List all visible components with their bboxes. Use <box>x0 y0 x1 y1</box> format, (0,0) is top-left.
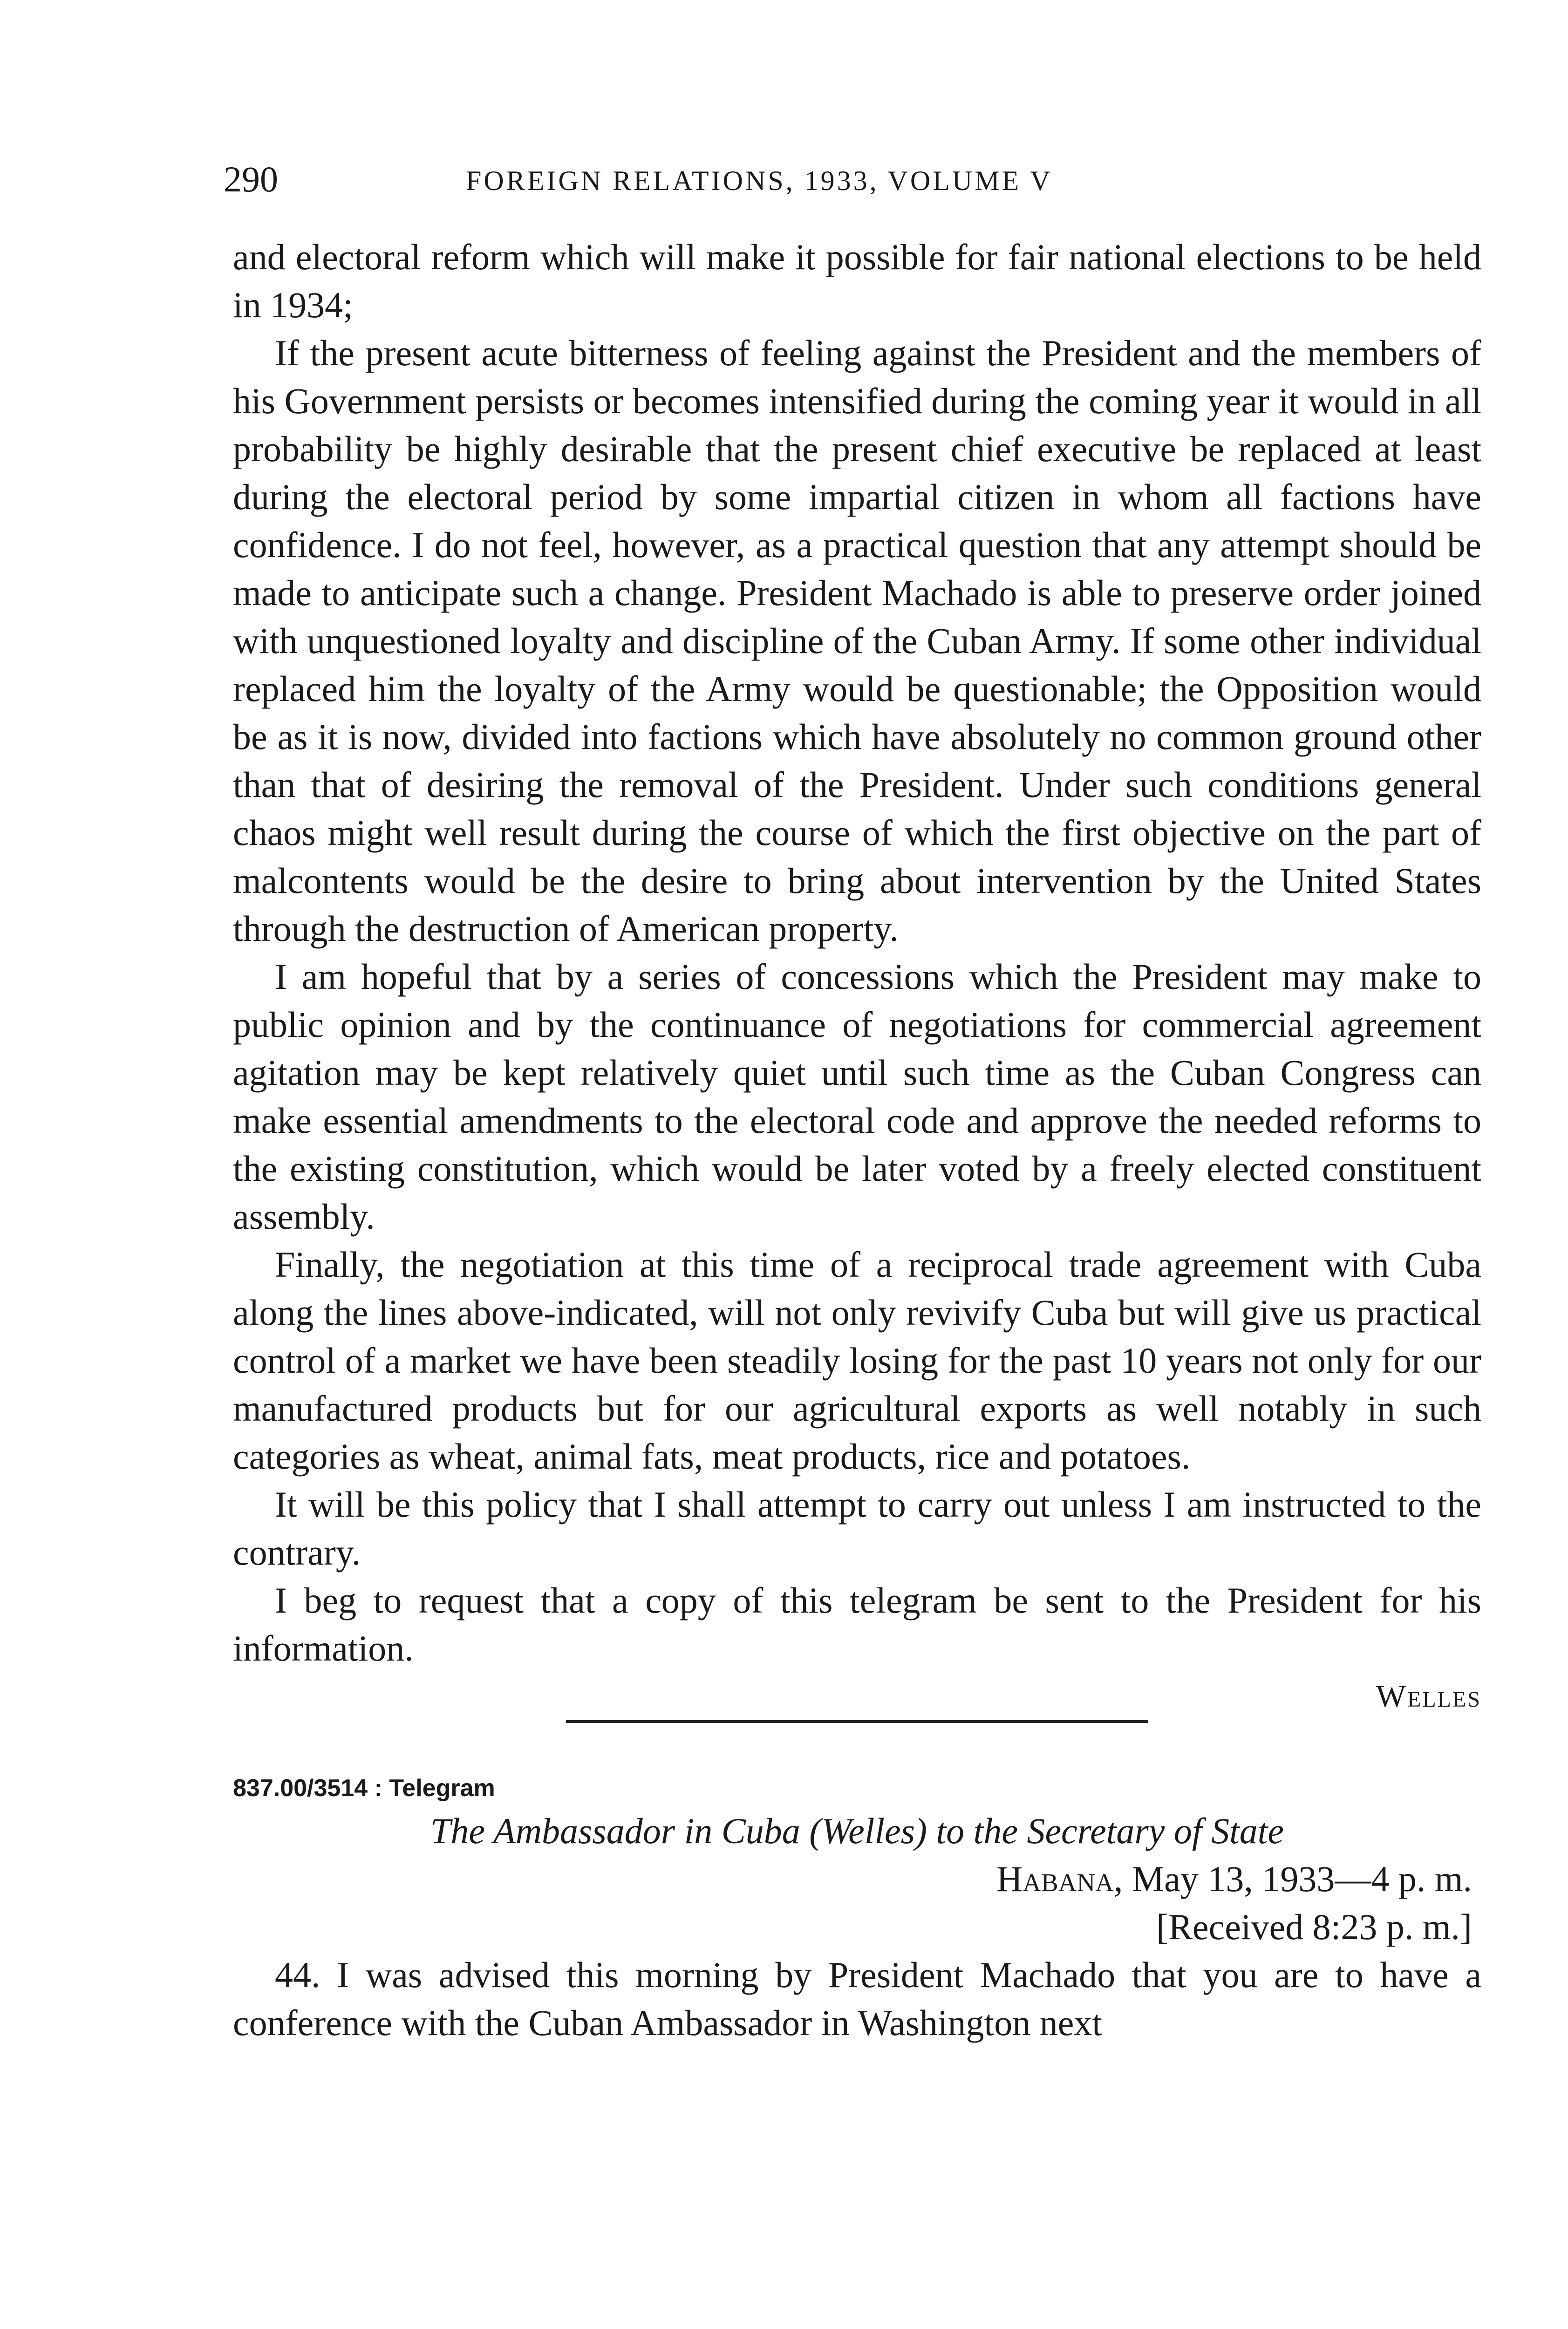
dateline-date: , May 13, 1933—4 p. m. <box>1113 1859 1472 1899</box>
document-reference: 837.00/3514 : Telegram <box>233 1775 495 1802</box>
telegram-text: 44. I was advised this morning by President Machado that you are to have a conference with the Cuban Ambassador in Washington next <box>233 1954 1481 2043</box>
page-header <box>224 158 1481 200</box>
running-title: FOREIGN RELATIONS, 1933, VOLUME V <box>466 165 1053 196</box>
paragraph-concessions: I am hopeful that by a series of concessions which the President may make to public opinion and by the continuance of negotiations for commercial agreement agitation may be kept relatively quiet until such time as the Cuban Congress can make essential amendments to the electoral code and approve the needed reforms to the existing constitution, which would be later voted by a freely elected constituent assembly. <box>233 956 1481 1237</box>
paragraph-request: I beg to request that a copy of this telegram be sent to the President for his information. <box>233 1580 1481 1668</box>
dateline-place: Habana <box>996 1859 1114 1899</box>
paragraph-continuation: and electoral reform which will make it possible for fair national elections to be held in 1934; <box>233 237 1481 325</box>
document-title: The Ambassador in Cuba (Welles) to the Secretary of State <box>430 1811 1284 1851</box>
section-divider <box>566 1720 1148 1723</box>
paragraph-bitterness: If the present acute bitterness of feeling against the President and the members of his Government persists or becomes intensified during the coming year it would in all probability be highly desirable that the present chief executive be replaced at least during the electoral period by some impartial citizen in whom all factions have confidence. I do not feel, however, as a practical question that any attempt should be made to anticipate such a change. President Machado is able to preserve order joined with unquestioned loyalty and discipline of the Cuban Army. If some other individual replaced him the loyalty of the Army would be questionable; the Opposition would be as it is now, divided into factions which have absolutely no common ground other than that of desiring the removal of the President. Under such conditions general chaos might well result during the course of which the first objective on the part of malcontents would be the desire to bring about intervention by the United States through the destruction of American property. <box>233 333 1481 949</box>
signature: Welles <box>1376 1678 1481 1714</box>
paragraph-trade-agreement: Finally, the negotiation at this time of a reciprocal trade agreement with Cuba along the lines above-indicated, will not only revivify Cuba but will give us practical control of a market we have been steadily losing for the past 10 years not only for our manufactured products but for our agricultural exports as well notably in such categories as wheat, animal fats, meat products, rice and potatoes. <box>233 1244 1481 1477</box>
paragraph-policy: It will be this policy that I shall attempt to carry out unless I am instructed to the contrary. <box>233 1484 1481 1573</box>
received-line: [Received 8:23 p. m.] <box>1156 1907 1472 1947</box>
page-body <box>233 233 1481 2047</box>
page-number: 290 <box>224 159 278 199</box>
dateline <box>233 1855 1481 1903</box>
